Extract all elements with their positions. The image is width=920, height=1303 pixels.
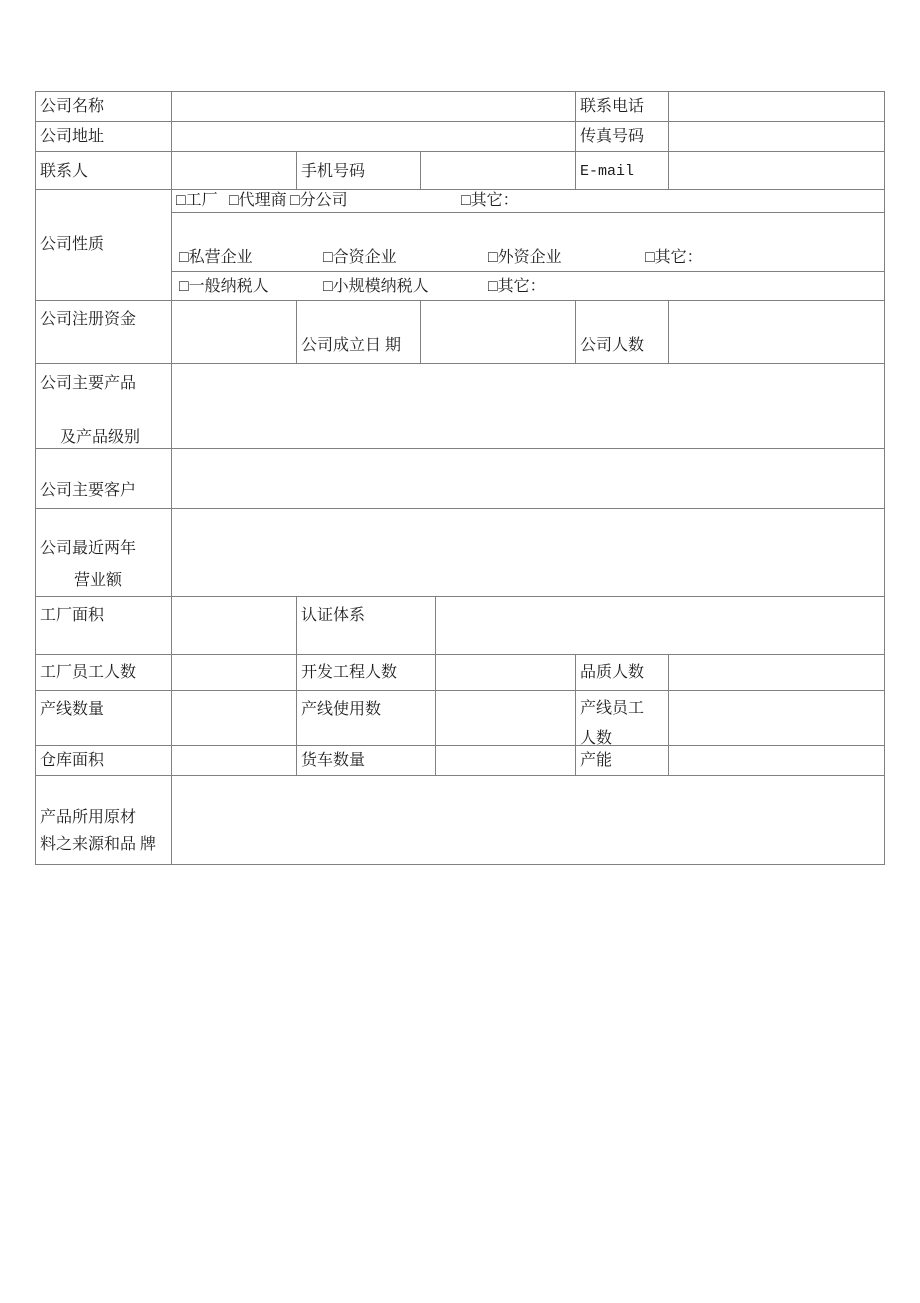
qa-staff-label: 品质人数 — [576, 655, 669, 691]
founding-date-label: 公司成立日 期 — [297, 301, 421, 364]
factory-area-label: 工厂面积 — [36, 597, 172, 655]
line-staff-input-cell[interactable] — [669, 691, 885, 746]
warehouse-area-input-cell[interactable] — [172, 746, 297, 776]
main-customers-label: 公司主要客户 — [36, 449, 172, 509]
company-nature-label: 公司性质 — [36, 190, 172, 301]
recent-revenue-label — [36, 509, 172, 597]
factory-area-input-cell[interactable] — [172, 597, 297, 655]
contact-person-label: 联系人 — [36, 152, 172, 190]
registered-capital-label: 公司注册资金 — [36, 301, 172, 364]
main-products-input-cell[interactable] — [172, 364, 885, 449]
main-products-label — [36, 364, 172, 449]
warehouse-area-label: 仓库面积 — [36, 746, 172, 776]
raw-materials-label-line1: 产品所用原材 — [40, 809, 137, 826]
checkbox-joint-venture[interactable]: □合资企业 — [323, 249, 397, 266]
nature-type-row — [172, 190, 885, 213]
email-input-cell[interactable] — [669, 152, 885, 190]
capacity-label: 产能 — [576, 746, 669, 776]
checkbox-agent[interactable]: □代理商 — [229, 192, 287, 209]
checkbox-small-scale-taxpayer[interactable]: □小规模纳税人 — [323, 277, 429, 295]
main-customers-input-cell[interactable] — [172, 449, 885, 509]
company-address-label: 公司地址 — [36, 122, 172, 152]
checkbox-type-other[interactable]: □其它： — [461, 192, 519, 209]
line-staff-label-line2: 人数 — [580, 730, 613, 746]
truck-count-input-cell[interactable] — [436, 746, 576, 776]
line-count-input-cell[interactable] — [172, 691, 297, 746]
checkbox-factory[interactable]: □工厂 — [176, 192, 218, 209]
company-name-label: 公司名称 — [36, 92, 172, 122]
main-products-label-line2: 及产品级别 — [60, 429, 141, 446]
company-headcount-label: 公司人数 — [576, 301, 669, 364]
mobile-number-input-cell[interactable] — [421, 152, 576, 190]
main-products-label-line1: 公司主要产品 — [40, 375, 137, 392]
factory-staff-label: 工厂员工人数 — [36, 655, 172, 691]
checkbox-private-enterprise[interactable]: □私营企业 — [179, 249, 253, 266]
registered-capital-input-cell[interactable] — [172, 301, 297, 364]
checkbox-foreign-enterprise[interactable]: □外资企业 — [488, 249, 562, 266]
fax-number-input-cell[interactable] — [669, 122, 885, 152]
raw-materials-label-line2: 料之来源和品 牌 — [40, 836, 157, 853]
rd-staff-input-cell[interactable] — [436, 655, 576, 691]
company-name-input-cell[interactable] — [172, 92, 576, 122]
raw-materials-input-cell[interactable] — [172, 776, 885, 865]
recent-revenue-label-line2: 营业额 — [74, 572, 123, 589]
checkbox-ownership-other[interactable]: □其它： — [645, 249, 703, 266]
line-staff-label — [576, 691, 669, 746]
recent-revenue-label-line1: 公司最近两年 — [40, 540, 137, 557]
contact-person-input-cell[interactable] — [172, 152, 297, 190]
fax-number-label: 传真号码 — [576, 122, 669, 152]
mobile-number-label: 手机号码 — [297, 152, 421, 190]
checkbox-tax-other[interactable]: □其它： — [488, 277, 546, 295]
line-staff-label-line1: 产线员工 — [580, 700, 645, 717]
raw-materials-label — [36, 776, 172, 865]
company-headcount-input-cell[interactable] — [669, 301, 885, 364]
checkbox-general-taxpayer[interactable]: □一般纳税人 — [179, 277, 269, 295]
nature-ownership-row — [172, 213, 885, 272]
truck-count-label: 货车数量 — [297, 746, 436, 776]
company-info-table — [35, 91, 885, 865]
nature-tax-row — [172, 272, 885, 301]
checkbox-branch[interactable]: □分公司 — [290, 192, 348, 209]
certification-system-label: 认证体系 — [297, 597, 436, 655]
contact-phone-input-cell[interactable] — [669, 92, 885, 122]
factory-staff-input-cell[interactable] — [172, 655, 297, 691]
qa-staff-input-cell[interactable] — [669, 655, 885, 691]
founding-date-input-cell[interactable] — [421, 301, 576, 364]
certification-system-input-cell[interactable] — [436, 597, 885, 655]
contact-phone-label: 联系电话 — [576, 92, 669, 122]
capacity-input-cell[interactable] — [669, 746, 885, 776]
email-label: E-mail — [576, 152, 669, 190]
line-used-label: 产线使用数 — [297, 691, 436, 746]
recent-revenue-input-cell[interactable] — [172, 509, 885, 597]
line-used-input-cell[interactable] — [436, 691, 576, 746]
company-address-input-cell[interactable] — [172, 122, 576, 152]
rd-staff-label: 开发工程人数 — [297, 655, 436, 691]
company-nature-options-cell — [172, 190, 885, 301]
line-count-label: 产线数量 — [36, 691, 172, 746]
